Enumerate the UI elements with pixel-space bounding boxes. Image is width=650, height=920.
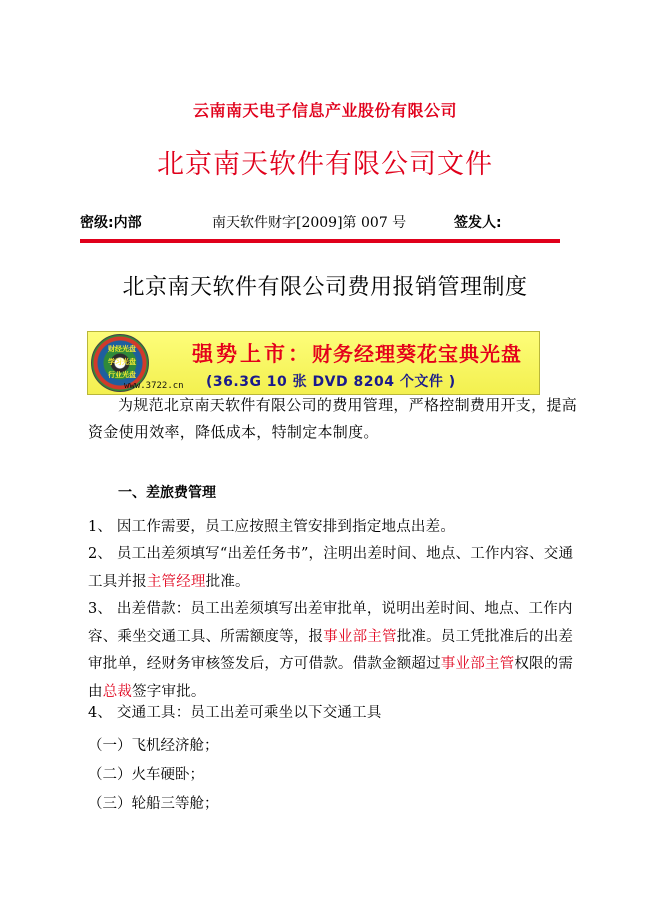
document-title: 北京南天软件有限公司文件 — [157, 149, 493, 180]
intro-paragraph: 为规范北京南天软件有限公司的费用管理，严格控制费用开支，提高资金使用效率，降低成本，特制定本制度。 — [88, 396, 578, 441]
document-meta-row — [80, 212, 560, 232]
item-text: 批准。 — [205, 573, 250, 590]
item-text: 2、 员工出差须填写“出差任务书”，注明出差时间、地点、工作内容、交通工具并报 — [88, 546, 574, 590]
ad-headline — [192, 338, 522, 368]
disc-label: 财经光盘 — [108, 345, 136, 353]
list-item: 1、 因工作需要，员工应按照主管安排到指定地点出差。 — [88, 519, 456, 535]
secrecy-level: 密级:内部 — [80, 215, 142, 231]
disc-label: 行业光盘 — [108, 371, 136, 379]
list-item: 4、 交通工具：员工出差可乘坐以下交通工具 — [88, 705, 382, 721]
highlight-text: 总裁 — [102, 683, 133, 700]
highlight-text: 主管经理 — [146, 573, 206, 590]
ad-headline-colon: ： — [288, 342, 312, 366]
item-text: 权限的需由 — [88, 656, 574, 700]
sub-list-item: （三）轮船三等舱； — [88, 796, 219, 812]
highlight-text: 事业部主管 — [323, 628, 397, 645]
list-item — [88, 596, 578, 706]
document-number: 南天软件财字[2009]第 007 号 — [212, 215, 407, 231]
header-divider — [80, 239, 560, 243]
company-name: 云南南天电子信息产业股份有限公司 — [192, 101, 457, 120]
sub-list-item: （一）飞机经济舱； — [88, 738, 219, 754]
sub-list-item: （二）火车硬卧； — [88, 767, 204, 783]
ad-subline: (36.3G 10 张 DVD 8204 个文件 ) — [206, 374, 456, 390]
disc-label: 学习光盘 — [108, 358, 136, 366]
section-heading: 一、差旅费管理 — [118, 485, 216, 501]
ad-url[interactable]: www.3722.cn — [124, 381, 184, 391]
advertisement-banner[interactable] — [87, 331, 540, 395]
policy-title: 北京南天软件有限公司费用报销管理制度 — [122, 275, 528, 300]
item-text: 签字审批。 — [132, 683, 206, 700]
highlight-text: 事业部主管 — [440, 656, 515, 672]
ad-headline-product: 财务经理葵花宝典光盘 — [312, 342, 522, 366]
signer-label: 签发人: — [454, 215, 502, 231]
item-text: 批准。员工凭批准后的出差审批单，经财务审核签发后，方可借款。借款金额超过 — [88, 628, 574, 672]
ad-headline-prefix: 强势上市 — [192, 342, 288, 366]
list-item — [88, 541, 578, 596]
item-text: 3、 出差借款：员工出差须填写出差审批单，说明出差时间、地点、工作内容、乘坐交通工具、所需额度等，报 — [88, 601, 573, 645]
